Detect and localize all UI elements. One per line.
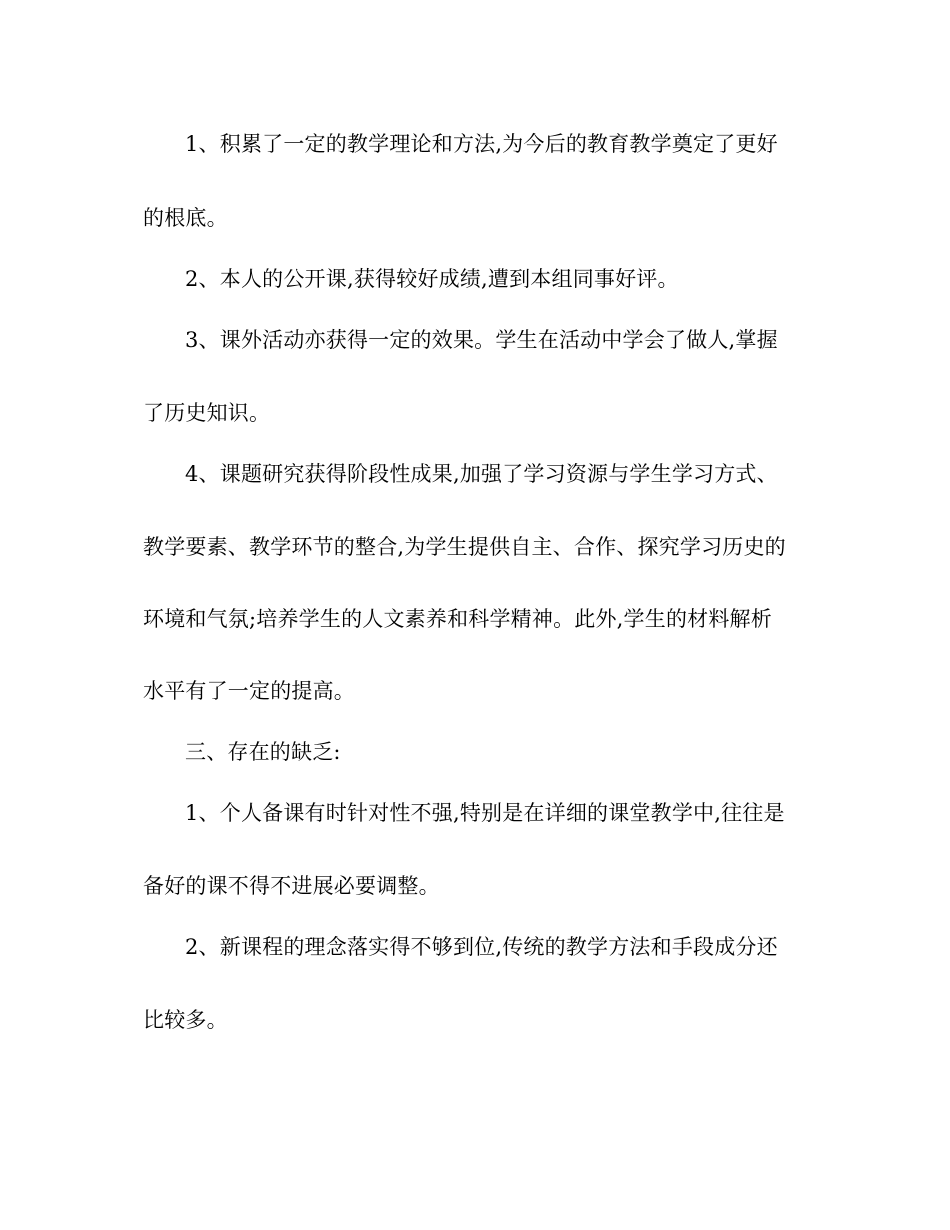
paragraph-1-line-2: 的根底。 — [143, 206, 228, 230]
paragraph-3-line-2: 了历史知识。 — [143, 401, 271, 425]
paragraph-4-line-1: 4、课题研究获得阶段性成果,加强了学习资源与学生学习方式、 — [185, 462, 778, 486]
paragraph-5-line-2: 备好的课不得不进展必要调整。 — [143, 874, 440, 898]
section-heading-shortcomings: 三、存在的缺乏: — [185, 740, 341, 764]
paragraph-3-line-1: 3、课外活动亦获得一定的效果。学生在活动中学会了做人,掌握 — [185, 328, 778, 352]
paragraph-2-line-1: 2、本人的公开课,获得较好成绩,遭到本组同事好评。 — [185, 267, 679, 291]
paragraph-1-line-1: 1、积累了一定的教学理论和方法,为今后的教育教学奠定了更好 — [185, 132, 778, 156]
paragraph-6-line-1: 2、新课程的理念落实得不够到位,传统的教学方法和手段成分还 — [185, 935, 778, 959]
paragraph-4-line-2: 教学要素、教学环节的整合,为学生提供自主、合作、探究学习历史的 — [143, 535, 786, 559]
paragraph-5-line-1: 1、个人备课有时针对性不强,特别是在详细的课堂教学中,往往是 — [185, 801, 785, 825]
paragraph-4-line-3: 环境和气氛;培养学生的人文素养和科学精神。此外,学生的材料解析 — [143, 607, 772, 631]
paragraph-4-line-4: 水平有了一定的提高。 — [143, 679, 355, 703]
paragraph-6-line-2: 比较多。 — [143, 1008, 228, 1032]
